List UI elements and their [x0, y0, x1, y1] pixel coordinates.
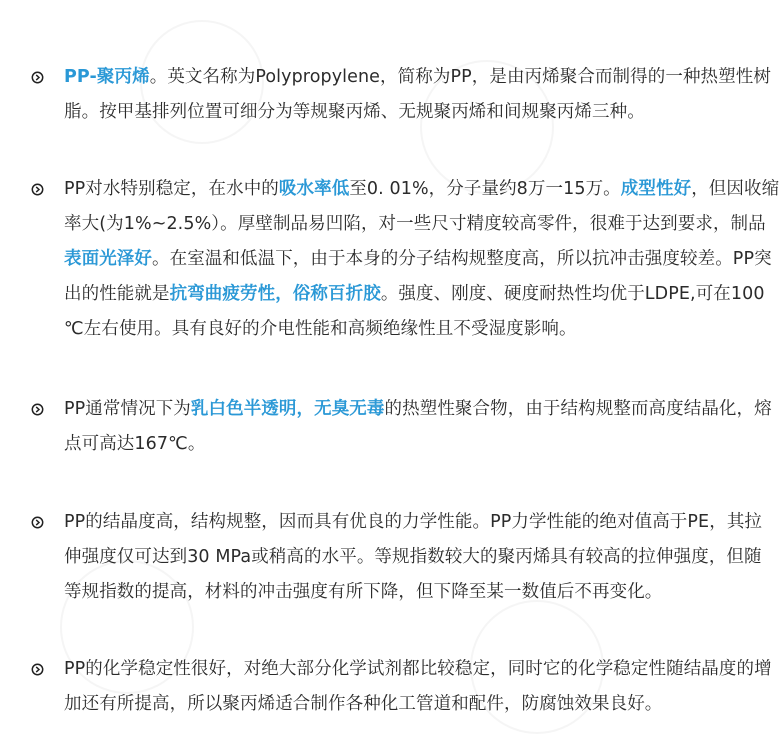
text-line [64, 427, 704, 462]
text-line [64, 172, 779, 207]
body-text: ℃左右使用。具有良好的介电性能和高频绝缘性且不受湿度影响。 [64, 319, 577, 339]
circled-arrow-icon [31, 183, 44, 196]
paragraph [64, 172, 779, 347]
text-line [64, 505, 763, 540]
body-text: 。在室温和低温下，由于本身的分子结构规整度高，所以抗冲击强度较差。PP突 [152, 249, 772, 269]
paragraph [64, 60, 771, 130]
paragraph [64, 392, 772, 462]
highlighted-text: 抗弯曲疲劳性，俗称百折胶 [169, 284, 381, 304]
body-text: PP对水特别稳定，在水中的 [64, 179, 279, 199]
text-line [64, 95, 704, 130]
body-text: PP通常情况下为 [64, 399, 191, 419]
text-line [64, 312, 704, 347]
body-text: ，但因收缩 [691, 179, 779, 199]
body-text: 的热塑性聚合物，由于结构规整而高度结晶化，熔 [384, 399, 772, 419]
text-line [64, 277, 765, 312]
paragraph [64, 652, 772, 722]
text-line [64, 540, 762, 575]
text-line [64, 207, 766, 242]
body-text: 等规指数的提高，材料的冲击强度有所下降，但下降至某一数值后不再变化。 [64, 582, 663, 602]
highlighted-text: 成型性好 [620, 179, 692, 199]
body-text: 加还有所提高，所以聚丙烯适合制作各种化工管道和配件，防腐蚀效果良好。 [64, 694, 663, 714]
body-text: 伸强度仅可达到30 MPa或稍高的水平。等规指数较大的聚丙烯具有较高的拉伸强度，但随 [64, 547, 762, 567]
highlighted-text: 表面光泽好 [64, 249, 152, 269]
circled-arrow-icon [31, 663, 44, 676]
text-line [64, 687, 704, 722]
text-line [64, 392, 772, 427]
body-text: PP的化学稳定性很好，对绝大部分化学试剂都比较稳定，同时它的化学稳定性随结晶度的增 [64, 659, 772, 679]
body-text: 脂。按甲基排列位置可细分为等规聚丙烯、无规聚丙烯和间规聚丙烯三种。 [64, 102, 645, 122]
body-text: 率大(为1%~2.5%）。厚壁制品易凹陷，对一些尺寸精度较高零件，很难于达到要求，制品 [64, 214, 766, 234]
highlighted-text: 乳白色半透明，无臭无毒 [190, 399, 385, 419]
highlighted-text: PP-聚丙烯 [64, 67, 150, 87]
body-text: 点可高达167℃。 [64, 434, 206, 454]
highlighted-text: 吸水率低 [278, 179, 350, 199]
body-text: 。英文名称为Polypropylene，简称为PP，是由丙烯聚合而制得的一种热塑性树 [149, 67, 771, 87]
body-text: 出的性能就是 [64, 284, 170, 304]
text-line [64, 652, 772, 687]
body-text: 。强度、刚度、硬度耐热性均优于LDPE,可在100 [380, 284, 765, 304]
paragraph [64, 505, 763, 610]
text-line [64, 242, 772, 277]
body-text: PP的结晶度高，结构规整，因而具有优良的力学性能。PP力学性能的绝对值高于PE，其拉 [64, 512, 763, 532]
text-line [64, 60, 771, 95]
body-text: 至0. 01%，分子量约8万一15万。 [349, 179, 621, 199]
text-line [64, 575, 704, 610]
circled-arrow-icon [31, 516, 44, 529]
circled-arrow-icon [31, 71, 44, 84]
circled-arrow-icon [31, 403, 44, 416]
